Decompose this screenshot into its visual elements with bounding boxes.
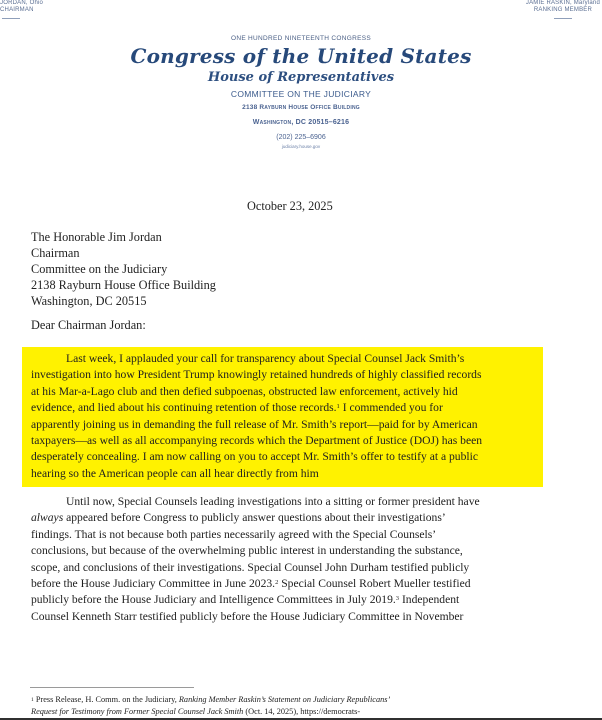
paragraph-line: before the House Judiciary Committee in June 2023.$^2$ Special Counsel Robert Mueller testified <box>31 577 471 591</box>
footnote-link[interactable]: (Oct. 14, 2025), https://democrats- <box>243 707 361 716</box>
paragraph-line: always appeared before Congress to publicly answer questions about their investigations’ <box>31 511 446 525</box>
paragraph-line: Counsel Kenneth Starr testified publicly before the House Judiciary Committee in November <box>31 609 464 623</box>
ranking-member-title: RANKING MEMBER <box>533 7 593 13</box>
recipient-line: Washington, DC 20515 <box>31 294 147 308</box>
committee-address: 2138 Rayburn House Office Building <box>242 104 360 111</box>
recipient-line: The Honorable Jim Jordan <box>31 230 162 244</box>
footnote-ref[interactable]: 2 <box>275 579 279 587</box>
paragraph-line: Last week, I applauded your call for transparency about Special Counsel Jack Smith’s <box>66 352 465 365</box>
paragraph-line: conclusions, but because of the overwhelming public interest in understanding the substance, <box>31 544 463 558</box>
footnote-number: 1 <box>31 697 34 703</box>
paragraph-line: at his Mar-a-Lago club and then defied subpoenas, obstructed law enforcement, actively hid <box>31 384 458 398</box>
paragraph-1 <box>31 351 539 482</box>
congress-number: ONE HUNDRED NINETEENTH CONGRESS <box>230 35 372 42</box>
house-title: House of Representatives <box>207 70 395 85</box>
committee-city: Washington, DC 20515–6216 <box>252 119 350 126</box>
recipient-address <box>31 229 216 309</box>
paragraph-line: findings. That is not because both parties necessarily agreed with the Special Counsels’ <box>31 527 437 541</box>
footnote-1 <box>31 694 390 718</box>
committee-name: COMMITTEE ON THE JUDICIARY <box>230 89 372 99</box>
ranking-member-rule <box>554 18 572 19</box>
letterhead <box>0 34 602 150</box>
paragraph-line: Until now, Special Counsels leading investigations into a sitting or former president have <box>66 495 480 508</box>
congress-title: Congress of the United States <box>130 44 472 68</box>
committee-website[interactable]: judiciary.house.gov <box>281 144 321 149</box>
letter-date: October 23, 2025 <box>247 199 333 213</box>
footnote-line: Request for Testimony from Former Special Counsel Jack Smith (Oct. 14, 2025), https://democrats- <box>31 707 361 716</box>
ranking-member-name: JAMIE RASKIN, Maryland <box>525 0 600 6</box>
paragraph-line: publicly before the House Judiciary and Intelligence Committees in July 2019.$^3$ Independent <box>31 593 460 607</box>
committee-phone: (202) 225–6906 <box>276 134 326 141</box>
footnote-ref[interactable]: 3 <box>395 595 400 603</box>
chairman-block <box>0 0 43 19</box>
paragraph-line: evidence, and lied about his continuing retention of those records.$^1$ I commended you for <box>31 401 443 415</box>
footnote-divider <box>30 687 194 688</box>
salutation: Dear Chairman Jordan: <box>31 318 146 332</box>
recipient-line: Committee on the Judiciary <box>31 262 168 276</box>
chairman-rule <box>2 18 20 19</box>
paragraph-2 <box>31 494 539 625</box>
footnote-ref[interactable]: 1 <box>336 403 340 411</box>
recipient-line: 2138 Rayburn House Office Building <box>31 278 216 292</box>
paragraph-line: desperately concealing. I am now calling on you to accept Mr. Smith’s offer to testify at a public <box>31 450 478 464</box>
chairman-name: JORDAN, Ohio <box>0 0 44 6</box>
paragraph-line: hearing so the American people can all hear directly from him <box>31 466 319 480</box>
paragraph-line: scope, and conclusions of their investigations. Special Counsel John Durham testified publicly <box>31 560 470 574</box>
paragraph-line: apparently joining us in demanding the full release of Mr. Smith’s report—paid for by American <box>31 417 478 431</box>
paragraph-line: investigation into how President Trump knowingly retained hundreds of highly classified records <box>31 368 482 382</box>
footnote-line: $^1$ Press Release, H. Comm. on the Judiciary, Ranking Member Raskin’s Statement on Judiciary Republicans’ <box>31 695 391 704</box>
chairman-title: CHAIRMAN <box>0 7 34 13</box>
paragraph-line: taxpayers—as well as all accompanying records which the Department of Justice (DOJ) has been <box>31 434 483 448</box>
ranking-member-block <box>526 0 600 19</box>
recipient-line: Chairman <box>31 246 80 260</box>
